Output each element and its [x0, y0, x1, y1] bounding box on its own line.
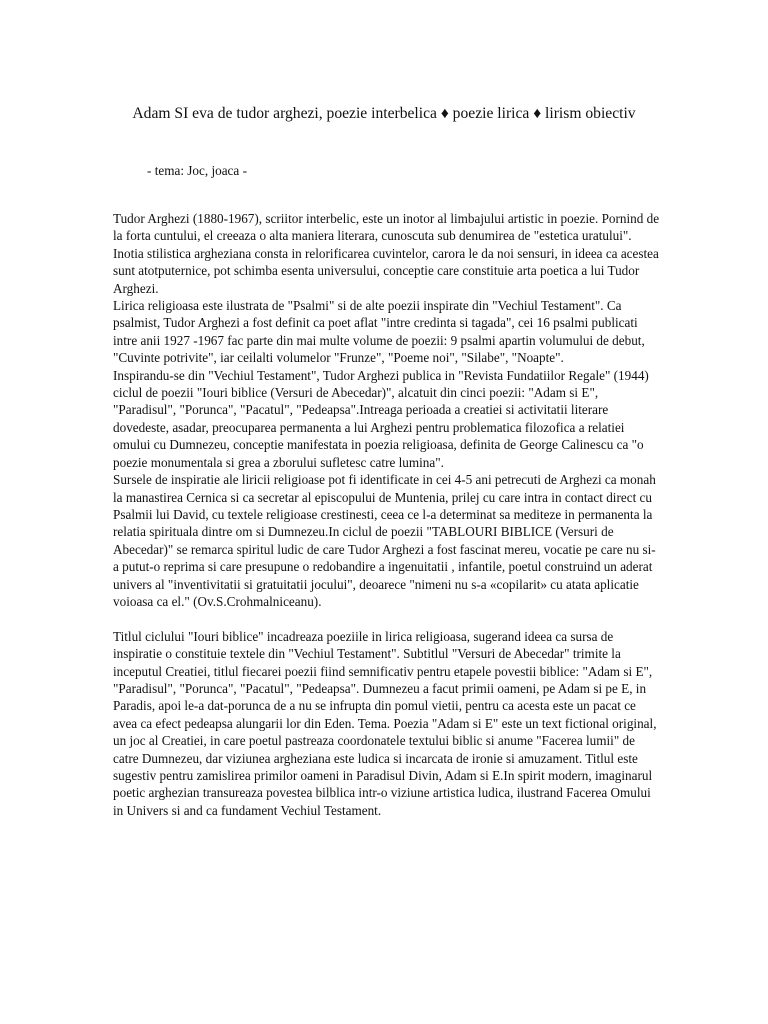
- paragraph: Inspirandu-se din "Vechiul Testament", Tudor Arghezi publica in "Revista Fundatiilor Regale" (1944) ciclul de poezii "Iouri biblice (Versuri de Abecedar)", alcatuit din cinci poezii: "Adam si E", "Paradisul", "Porunca", "Pacatul", "Pedeapsa".Intreaga perioada a creatiei si activitatii literare dovedeste, asadar, preocuparea permanenta a lui Arghezi pentru problematica filozofica a relatiei omului cu Dumnezeu, conceptie manifestata in poezia religioasa, definita de George Calinescu ca "o poezie monumentala si grea a zborului sufletesc catre lumina".: [113, 367, 649, 470]
- paragraph: Lirica religioasa este ilustrata de "Psalmi" si de alte poezii inspirate din "Vechiul Testament". Ca psalmist, Tudor Arghezi a fost definit ca poet aflat "intre credinta si tagada", cei 16 psalmi publicati intre anii 1927 -1967 fac parte din mai multe volume de poezii: 9 psalmi apartin volumului de debut, "Cuvinte potrivite", iar ceilalti volumelor "Frunze", "Poeme noi", "Silabe", "Noapte".: [113, 298, 645, 366]
- document-title: Adam SI eva de tudor arghezi, poezie interbelica ♦ poezie lirica ♦ lirism obiectiv: [132, 105, 636, 122]
- paragraph: Tudor Arghezi (1880-1967), scriitor interbelic, este un inotor al limbajului artistic in poezie. Pornind de la forta cuntului, el creeaza o alta maniera literara, cunoscuta sub denumirea de "estetica uratului". Inotia stilistica argheziana consta in relorificarea cuvintelor, carora le da noi sensuri, in ideea ca acestea sunt atotputernice, pot schimba esenta universului, conceptie care constituie arta poetica a lui Tudor Arghezi.: [113, 211, 660, 296]
- document-body: [113, 210, 661, 819]
- paragraph: Titlul ciclului "Iouri biblice" incadreaza poeziile in lirica religioasa, sugerand ideea ca sursa de inspiratie o constituie textele din "Vechiul Testament". Subtitlul "Versuri de Abecedar" trimite la inceputul Creatiei, titlul fiecarei poezii fiind semnificativ pentru etapele povestii biblice: "Adam si E", "Paradisul", "Porunca", "Pacatul", "Pedeapsa". Dumnezeu a facut primii oameni, pe Adam si pe E, in Paradis, apoi le-a dat-porunca de a nu se infrupta din pomul vietii, pentru ca acesta este un pacat ce avea ca efect pedeapsa alungarii lor din Eden. Tema. Poezia "Adam si E" este un text fictional original, un joc al Creatiei, in care poetul pastreaza coordonatele textului biblic si anume "Facerea lumii" de catre Dumnezeu, dar viziunea argheziana este ludica si incarcata de ironie si amuzament. Titlul este sugestiv pentru zamislirea primilor oameni in Paradisul Divin, Adam si E.In spirit modern, imaginarul poetic arghezian transureaza povestea bilblica intr-o viziune artistica ludica, ilustrand Facerea Omului in Univers si and ca fundament Vechiul Testament.: [113, 628, 657, 818]
- document-subtitle: - tema: Joc, joaca -: [147, 163, 247, 178]
- paragraph: Sursele de inspiratie ale liricii religioase pot fi identificate in cei 4-5 ani petrecuti de Arghezi ca monah la manastirea Cernica si ca secretar al episcopului de Muntenia, prilej cu care intra in contact direct cu Psalmii lui David, cu textele religioase crestinesti, ceea ce l-a determinat sa mediteze in permanenta la relatia spirituala dintre om si Dumnezeu.In ciclul de poezii "TABLOURI BIBLICE (Versuri de Abecedar)" se remarca spiritul ludic de care Tudor Arghezi a fost fascinat mereu, vocatie pe care nu si-a putut-o reprima si care presupune o redobandire a ingenuitatii , infantile, poetul construind un aderat univers al "inventivitatii si gratuitatii jocului", deoarece "nimeni nu s-a «copilarit» cu atata aplicatie voioasa ca el." (Ov.S.Crohmalniceanu).: [113, 472, 656, 609]
